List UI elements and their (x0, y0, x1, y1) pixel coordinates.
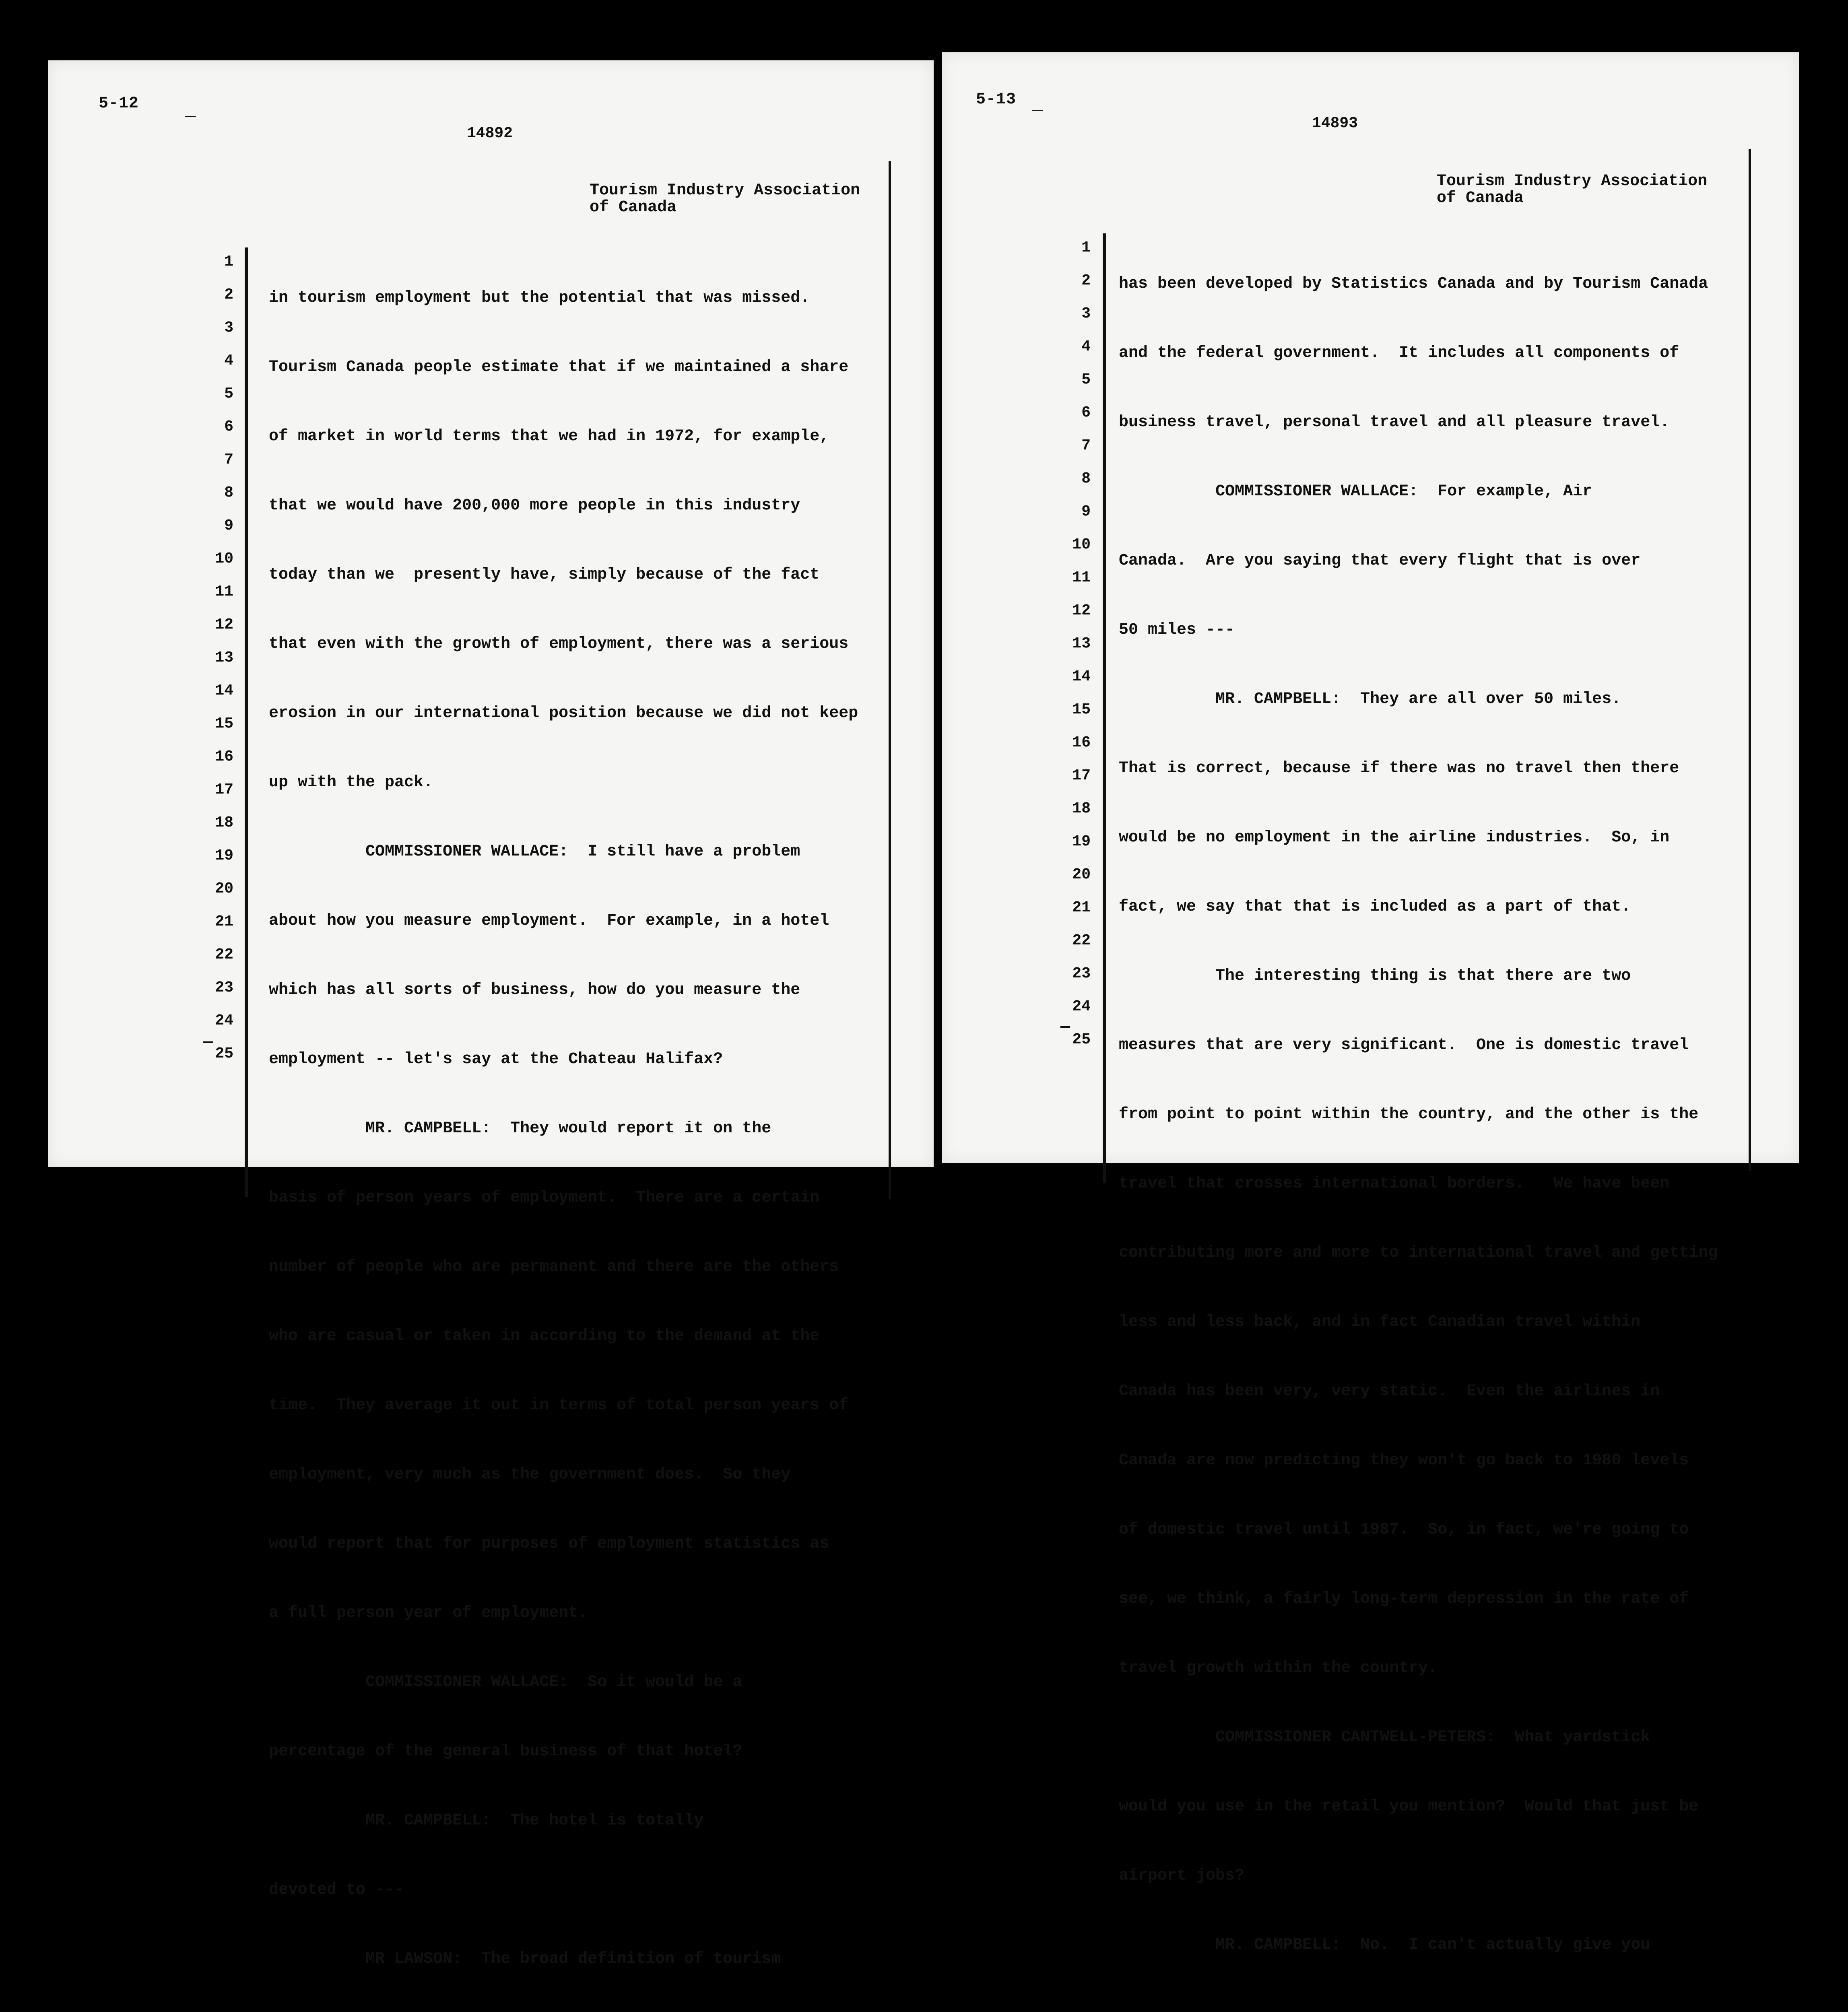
line-number: 13 (1072, 635, 1091, 652)
text-line: time. They average it out in terms of total person years of (269, 1396, 849, 1414)
page-id: 5-13 (976, 91, 1017, 109)
text-line: and the federal government. It includes all components of (1119, 344, 1679, 362)
line-number: 16 (215, 748, 233, 765)
text-line: That is correct, because if there was no travel then there (1119, 759, 1679, 777)
header-line: Tourism Industry Association (1437, 172, 1708, 190)
text-line: see, we think, a fairly long-term depression in the rate of (1119, 1590, 1689, 1608)
line-number: 12 (1072, 602, 1091, 619)
text-line: erosion in our international position because we did not keep (269, 704, 858, 722)
line-number-column (1054, 231, 1091, 1056)
page-header (590, 182, 860, 216)
text-line: employment, very much as the government does. So they (269, 1466, 791, 1484)
header-line: of Canada (1437, 189, 1524, 207)
line-number: 19 (1072, 833, 1091, 850)
line-number: 17 (215, 781, 233, 798)
line-number: 24 (215, 1012, 233, 1029)
text-line: MR. CAMPBELL: They are all over 50 miles. (1119, 690, 1621, 708)
text-line: employment -- let's say at the Chateau Halifax? (269, 1050, 723, 1068)
page-header (1437, 173, 1707, 207)
left-page (48, 60, 934, 1968)
text-line: about how you measure employment. For example, in a hotel (269, 912, 829, 930)
line-number: 1 (224, 253, 233, 270)
line-number: 12 (215, 616, 233, 633)
line-number: 25 (1072, 1031, 1091, 1048)
right-margin-rule (889, 161, 891, 1199)
dash-mark: _ (1032, 95, 1043, 115)
line-number: 18 (1072, 800, 1091, 817)
text-line: from point to point within the country, and the other is the (1119, 1105, 1699, 1124)
line-number: 5 (1081, 371, 1091, 388)
text-line: percentage of the general business of that hotel? (269, 1742, 742, 1760)
left-margin-rule (1103, 233, 1106, 1183)
margin-marker: — (203, 1033, 213, 1051)
line-number: 23 (1072, 965, 1091, 982)
dash-mark: _ (185, 101, 196, 121)
text-line: in tourism employment but the potential that was missed. (269, 289, 810, 307)
line-number: 22 (215, 946, 233, 963)
text-line: up with the pack. (269, 773, 433, 792)
line-number: 1 (1081, 239, 1091, 256)
text-line: travel that crosses international borders. We have been (1119, 1175, 1670, 1193)
line-number: 20 (215, 880, 233, 897)
transcript-text (269, 245, 858, 2012)
text-line: Canada has been very, very static. Even the airlines in (1119, 1382, 1660, 1400)
text-line: COMMISSIONER CANTWELL-PETERS: What yardstick (1119, 1728, 1650, 1746)
line-number: 25 (215, 1045, 233, 1062)
line-number: 7 (1081, 437, 1091, 454)
line-number: 6 (224, 418, 233, 435)
text-line: measures that are very significant. One is domestic travel (1119, 1036, 1689, 1054)
text-line: which has all sorts of business, how do you measure the (269, 981, 800, 999)
line-number: 19 (215, 847, 233, 864)
text-line: would you use in the retail you mention? Would that just be (1119, 1798, 1699, 1816)
right-page (942, 52, 1799, 1954)
line-number: 3 (1081, 305, 1091, 322)
text-line: COMMISSIONER WALLACE: For example, Air (1119, 482, 1592, 501)
text-line: of market in world terms that we had in 1972, for example, (269, 427, 829, 445)
line-number: 14 (1072, 668, 1091, 685)
line-number: 4 (224, 352, 233, 369)
header-line: Tourism Industry Association (590, 181, 860, 200)
line-number: 8 (224, 484, 233, 501)
text-line: has been developed by Statistics Canada and by Tourism Canada (1119, 275, 1708, 293)
line-number: 9 (1081, 503, 1091, 520)
line-number: 17 (1072, 767, 1091, 784)
text-line: number of people who are permanent and there are the others (269, 1258, 839, 1276)
header-line: of Canada (590, 198, 677, 216)
line-number: 16 (1072, 734, 1091, 751)
text-line: would be no employment in the airline industries. So, in (1119, 829, 1670, 847)
text-line: Canada are now predicting they won't go back to 1980 levels (1119, 1451, 1689, 1470)
text-line: today than we presently have, simply because of the fact (269, 566, 820, 584)
line-number: 18 (215, 814, 233, 831)
line-number: 8 (1081, 470, 1091, 487)
right-margin-rule (1749, 149, 1751, 1171)
line-number: 20 (1072, 866, 1091, 883)
text-line: of domestic travel until 1987. So, in fact, we're going to (1119, 1521, 1689, 1539)
line-number: 11 (215, 583, 233, 600)
page-number: 14892 (467, 125, 513, 142)
line-number: 2 (224, 286, 233, 303)
line-number: 6 (1081, 404, 1091, 421)
text-line: COMMISSIONER WALLACE: I still have a problem (269, 843, 800, 861)
line-number: 21 (215, 913, 233, 930)
line-number: 15 (1072, 701, 1091, 718)
line-number-column (197, 245, 233, 1070)
page-id: 5-12 (99, 95, 139, 113)
text-line: MR. CAMPBELL: No. I can't actually give you (1119, 1936, 1650, 1954)
line-number: 10 (215, 550, 233, 567)
text-line: COMMISSIONER WALLACE: So it would be a (269, 1673, 742, 1691)
text-line: travel growth within the country. (1119, 1659, 1438, 1677)
line-number: 10 (1072, 536, 1091, 553)
line-number: 14 (215, 682, 233, 699)
text-line: who are casual or taken in according to the demand at the (269, 1327, 820, 1345)
line-number: 9 (224, 517, 233, 534)
text-line: basis of person years of employment. There are a certain (269, 1189, 820, 1207)
text-line: that even with the growth of employment, there was a serious (269, 635, 849, 653)
line-number: 13 (215, 649, 233, 666)
line-number: 22 (1072, 932, 1091, 949)
line-number: 3 (224, 319, 233, 336)
text-line: MR. CAMPBELL: The hotel is totally (269, 1812, 704, 1830)
text-line: would report that for purposes of employment statistics as (269, 1535, 829, 1553)
line-number: 5 (224, 385, 233, 402)
line-number: 7 (224, 451, 233, 468)
line-number: 11 (1072, 569, 1091, 586)
text-line: MR. CAMPBELL: They would report it on the (269, 1119, 771, 1138)
text-line: less and less back, and in fact Canadian travel within (1119, 1313, 1641, 1331)
text-line: that we would have 200,000 more people in this industry (269, 497, 800, 515)
line-number: 21 (1072, 899, 1091, 916)
margin-marker: — (1060, 1018, 1070, 1036)
text-line: fact, we say that that is included as a part of that. (1119, 898, 1631, 916)
text-line: devoted to --- (269, 1881, 404, 1899)
line-number: 4 (1081, 338, 1091, 355)
text-line: MR LAWSON: The broad definition of tourism (269, 1950, 781, 1968)
left-margin-rule (245, 247, 248, 1197)
text-line: 50 miles --- (1119, 621, 1235, 639)
text-line: airport jobs? (1119, 1867, 1245, 1885)
line-number: 24 (1072, 998, 1091, 1015)
text-line: The interesting thing is that there are two (1119, 967, 1631, 985)
text-line: contributing more and more to international travel and getting (1119, 1244, 1718, 1262)
page-number: 14893 (1312, 115, 1358, 132)
text-line: business travel, personal travel and all pleasure travel. (1119, 413, 1670, 431)
line-number: 2 (1081, 272, 1091, 289)
line-number: 15 (215, 715, 233, 732)
line-number: 23 (215, 979, 233, 996)
text-line: Canada. Are you saying that every flight that is over (1119, 552, 1641, 570)
text-line: a full person year of employment. (269, 1604, 588, 1622)
transcript-text (1119, 231, 1718, 1998)
text-line: Tourism Canada people estimate that if we maintained a share (269, 358, 849, 376)
